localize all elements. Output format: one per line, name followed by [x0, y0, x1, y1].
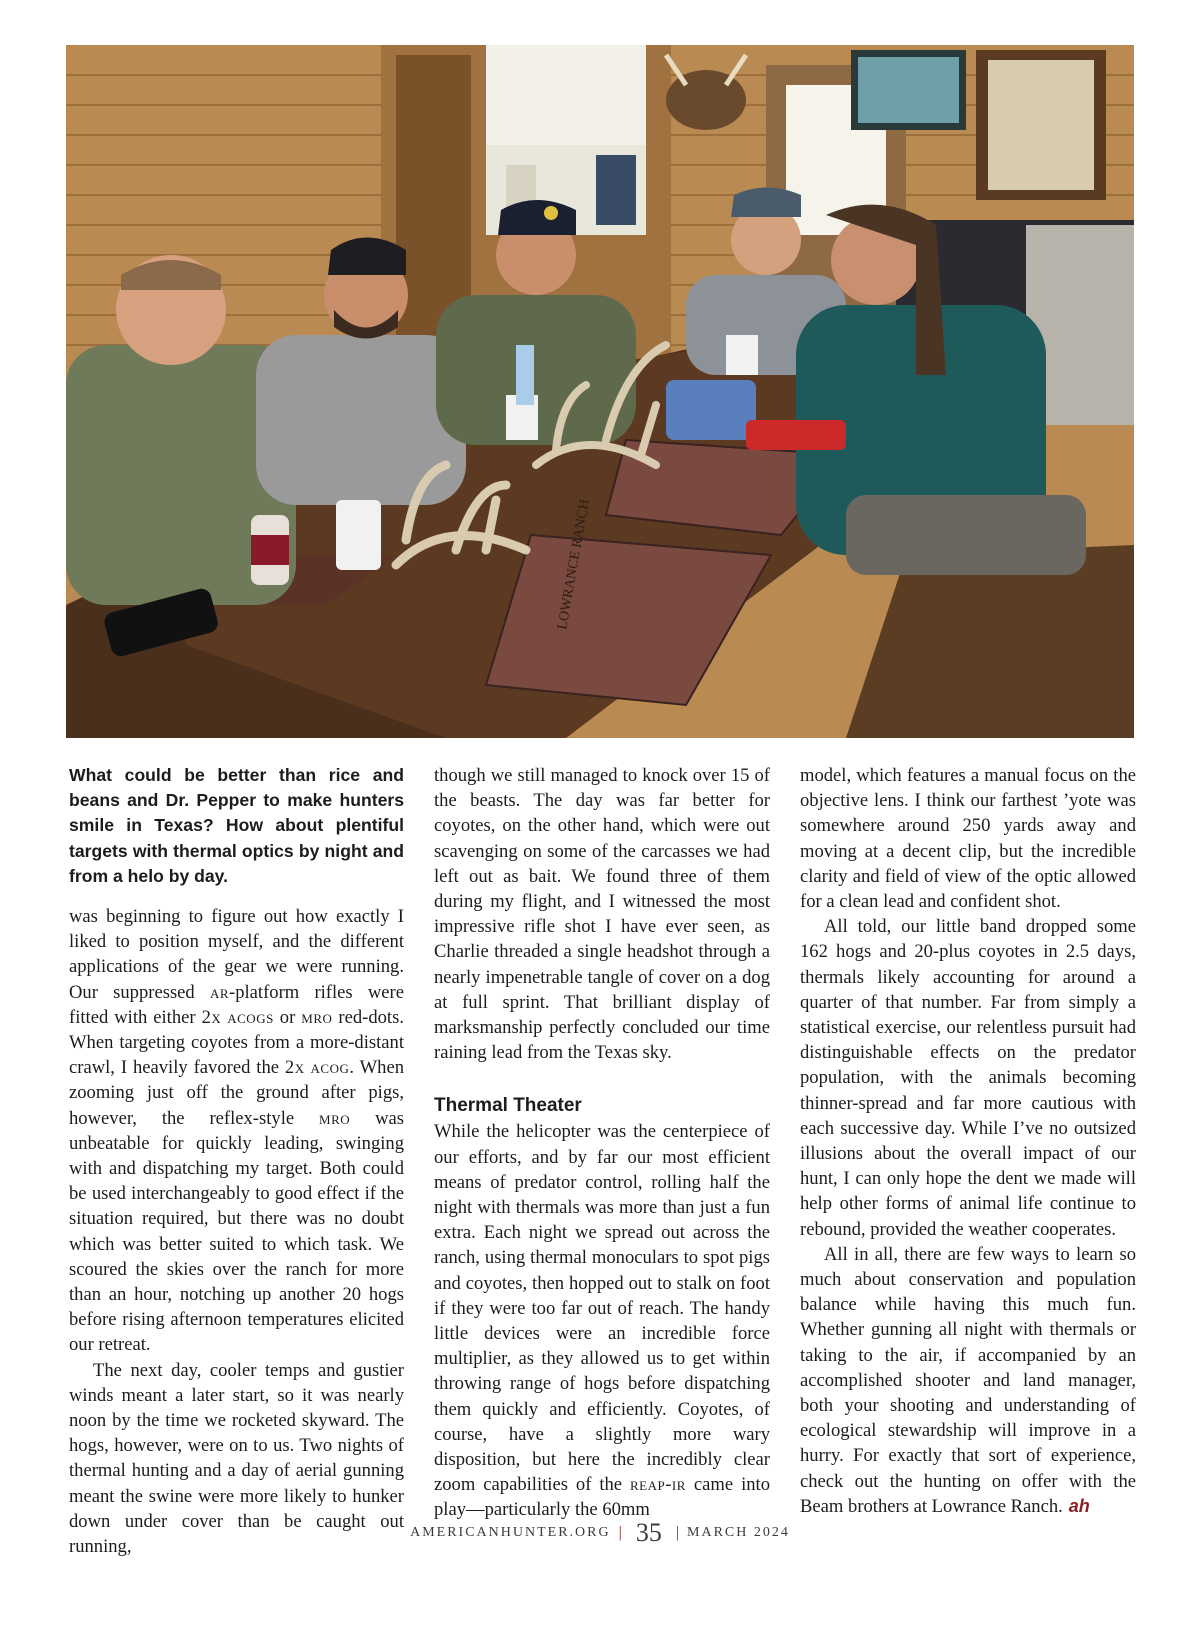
text-run: While the helicopter was the centerpiece of our efforts, and by far our most efficient means of predator control, rolling half the night with thermals was more than just a fun extra. Each night we spread out across the ranch, using thermal monoculars to spot pigs and coyotes, then hopped out to stalk on foot if they were too far out of reach. The handy little devices were an incredible force multiplier, as they allowed us to get within throwing range of hogs before dispatching them quickly and efficiently. Coyotes, of course, have a slightly more wary disposition, but here the incredibly clear zoom capabilities of the [434, 1121, 770, 1496]
column-1 [69, 763, 404, 1559]
footer-site: AMERICANHUNTER.ORG [410, 1525, 611, 1540]
hunters-photo-illustration [66, 45, 1134, 738]
footer-separator: | [618, 1524, 622, 1541]
article-photo [66, 45, 1134, 738]
page-footer [0, 1518, 1200, 1548]
text-run: . When zooming just off the ground after pigs, however, the reflex-style [69, 1057, 404, 1129]
col3-paragraph-2: All told, our little band dropped some 162 hogs and 20-plus coyotes in 2.5 days, thermals likely accounting for around a quarter of that number. Far from simply a statistical exercise, our relentless pursuit had distinguishable effects on the predator population, with the animals becoming thinner-spread and far more cautious with each successive day. While I’ve no outsized illusions about the overall impact of our hunt, I can only hope the dent we made will help other forms of animal life continue to rebound, provided the weather cooperates. [800, 916, 1136, 1240]
text-run: was beginning to figure out how exactly I liked to position myself, and the different applications of the gear we were running. Our suppressed [69, 906, 404, 1003]
footer-separator: | [675, 1524, 680, 1541]
text-run: -platform rifles were fitted with either [69, 981, 404, 1028]
ar-smallcaps: ar [209, 981, 230, 1003]
end-mark-logo: ah [1068, 1495, 1090, 1516]
photo-caption: What could be better than rice and beans and Dr. Pepper to make hunters smile in Texas? How about plentiful targets with thermal optics by night and from a helo by day. [69, 765, 404, 886]
col2-paragraph-1: though we still managed to knock over 15 of the beasts. The day was far better for coyotes, on the other hand, which were out scavenging on some of the carcasses we had left out as bait. We found three of them during my flight, and I witnessed the most impressive rifle shot I have ever seen, as Charlie threaded a single headshot through a nearly impenetrable tangle of cover on a dog at full sprint. That brilliant display of marksmanship perfectly concluded our time raining lead from the Texas sky. [434, 765, 770, 1064]
2x-smallcaps: 2x [284, 1057, 305, 1079]
2x-smallcaps: 2x [201, 1006, 222, 1028]
section-heading: Thermal Theater [434, 1095, 582, 1117]
col1-paragraph-1 [69, 904, 404, 1358]
acogs-smallcaps: acogs [227, 1006, 274, 1028]
col2-paragraph-2 [434, 1119, 770, 1522]
text-run: was unbeatable for quickly leading, swinging with and dispatching my target. Both could be used interchangeably to good effect if the situation required, but there was no doubt which was better suited to which task. We scoured the skies over the ranch for more than an hour, notching up another 20 hogs before rising afternoon temperatures elicited our retreat. [69, 1107, 404, 1356]
reap-ir-smallcaps: reap-ir [630, 1474, 686, 1496]
column-2 [434, 763, 770, 1523]
text-run: All in all, there are few ways to learn so much about conservation and population balance while having this much fun. Whether gunning all night with thermals or taking to the air, if accompanied by an accomplished shooter and land manager, both your shooting and understanding of ecological stewardship will improve in a hurry. For exactly that sort of experience, check out the hunting on offer with the Beam brothers at Lowrance Ranch. [800, 1243, 1136, 1517]
col3-paragraph-1: model, which features a manual focus on the objective lens. I think our farthest ’yote was somewhere around 250 yards away and moving at a decent clip, but the incredible clarity and field of view of the optic allowed for a clean lead and confident shot. [800, 765, 1136, 913]
text-run: red-dots. When targeting coyotes from a more-distant crawl, I heavily favored the [69, 1006, 404, 1079]
text-run: came into play—particularly the 60mm [434, 1474, 770, 1521]
text-run: or [273, 1006, 302, 1028]
column-3 [800, 763, 1136, 1519]
mro-smallcaps: mro [319, 1107, 351, 1129]
placemat-text: LOWRANCE RANCH [555, 498, 593, 631]
col3-paragraph-3 [800, 1242, 1136, 1519]
acog-smallcaps: acog [310, 1057, 350, 1079]
col1-paragraph-2: The next day, cooler temps and gustier winds meant a later start, so it was nearly noon by the time we rocketed skyward. The hogs, however, were on to us. Two nights of thermal hunting and a day of aerial gunning meant the swine were more likely to hunker down under cover than be caught out running, [69, 1359, 404, 1558]
page-number: 35 [635, 1518, 662, 1547]
mro-smallcaps: mro [301, 1006, 333, 1028]
footer-date: MARCH 2024 [687, 1525, 790, 1540]
